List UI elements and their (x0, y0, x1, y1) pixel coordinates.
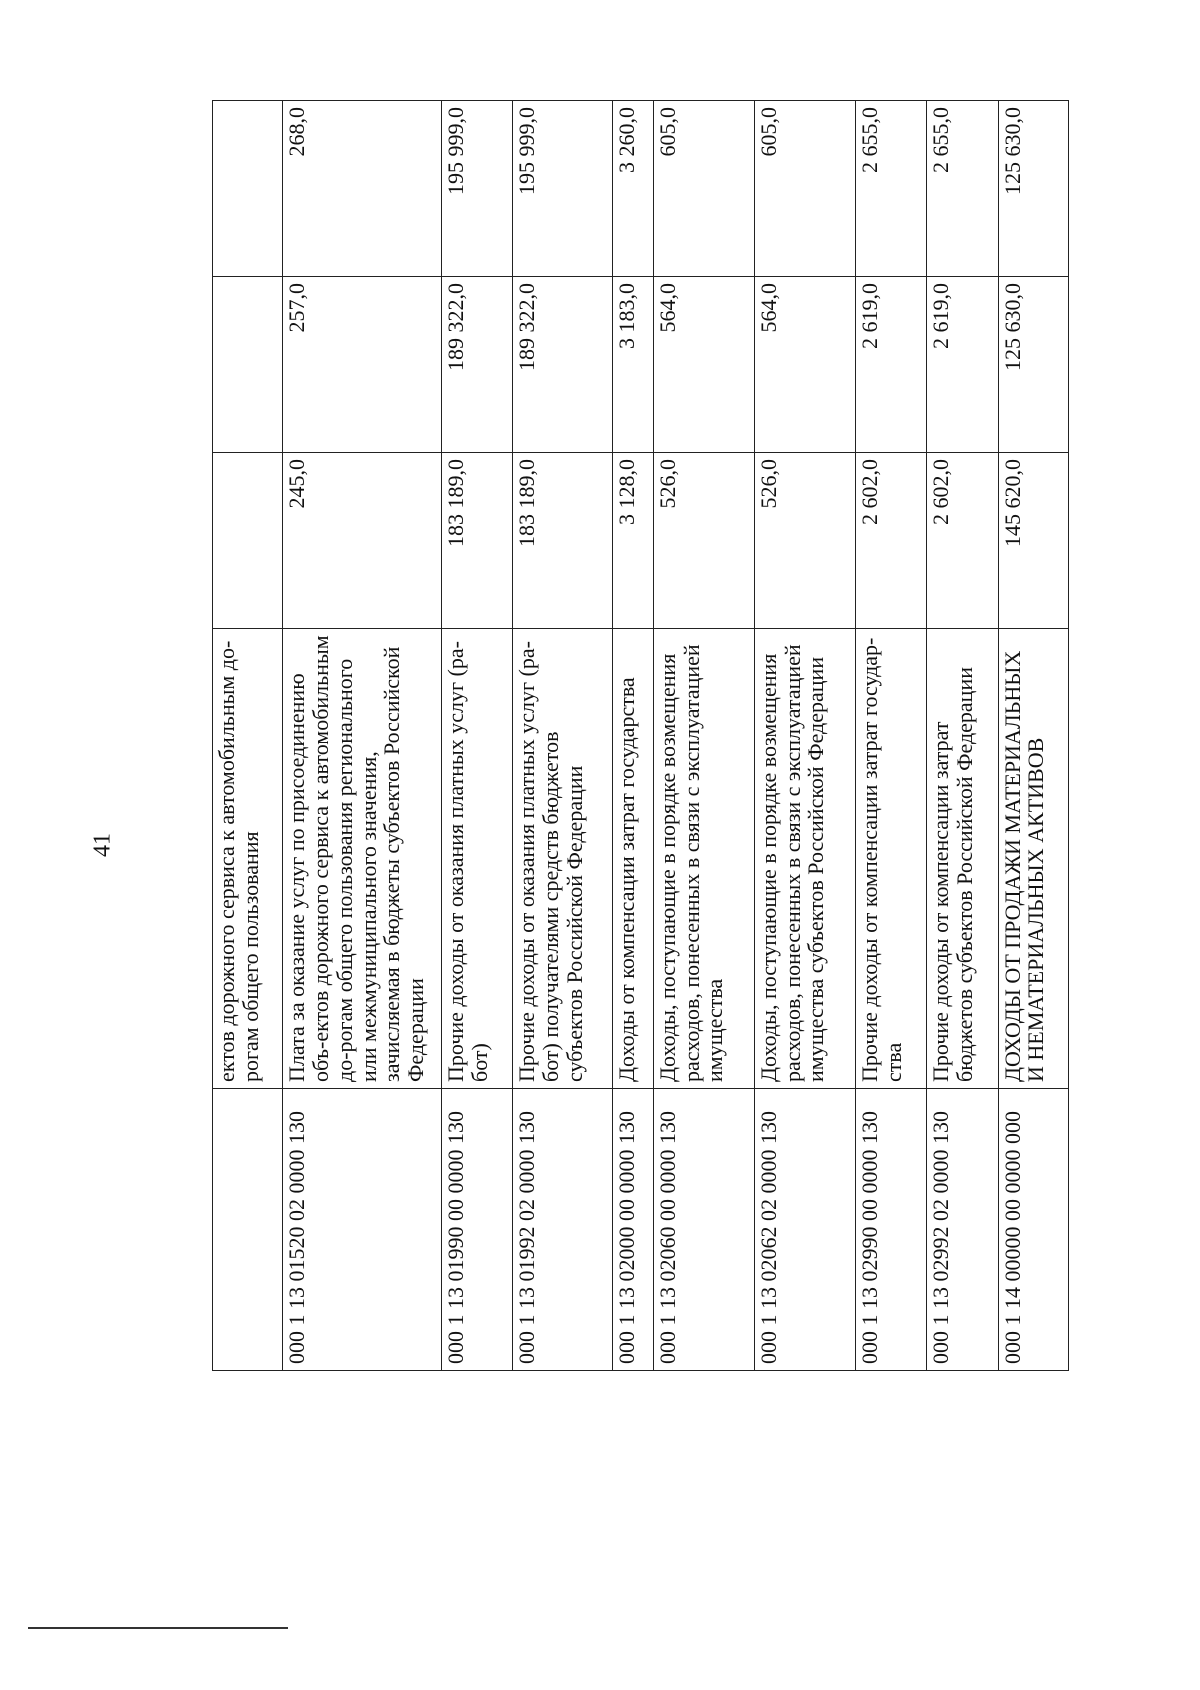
value-cell-year-1: 2 602,0 (856, 453, 927, 629)
value-cell-year-3: 195 999,0 (441, 101, 512, 277)
value-cell-year-3: 3 260,0 (613, 101, 653, 277)
value-cell-year-3: 125 630,0 (998, 101, 1068, 277)
code-cell: 000 1 13 01990 00 0000 130 (441, 1089, 512, 1371)
value-cell-year-2 (213, 277, 283, 453)
name-cell: ДОХОДЫ ОТ ПРОДАЖИ МАТЕРИАЛЬНЫХ И НЕМАТЕРИАЛЬНЫХ АКТИВОВ (998, 629, 1068, 1089)
table-row (754, 101, 855, 1371)
name-cell: Прочие доходы от компенсации затрат бюджетов субъектов Российской Федерации (927, 629, 998, 1089)
value-cell-year-1: 3 128,0 (613, 453, 653, 629)
table-row (283, 101, 442, 1371)
name-cell: Доходы, поступающие в порядке возмещения расходов, понесенных в связи с эксплуатацией имущества (653, 629, 754, 1089)
table-row (213, 101, 283, 1371)
table-row (441, 101, 512, 1371)
table-row (653, 101, 754, 1371)
code-cell: 000 1 13 02000 00 0000 130 (613, 1089, 653, 1371)
value-cell-year-1 (213, 453, 283, 629)
value-cell-year-2: 189 322,0 (441, 277, 512, 453)
code-cell: 000 1 13 02062 02 0000 130 (754, 1089, 855, 1371)
table-row (998, 101, 1068, 1371)
value-cell-year-3: 605,0 (653, 101, 754, 277)
code-cell: 000 1 14 00000 00 0000 000 (998, 1089, 1068, 1371)
value-cell-year-2: 564,0 (653, 277, 754, 453)
value-cell-year-1: 145 620,0 (998, 453, 1068, 629)
code-cell: 000 1 13 01992 02 0000 130 (513, 1089, 613, 1371)
value-cell-year-2: 189 322,0 (513, 277, 613, 453)
name-cell: Доходы, поступающие в порядке возмещения расходов, понесенных в связи с эксплуатацией имущества субъектов Российской Федерации (754, 629, 855, 1089)
value-cell-year-3: 2 655,0 (856, 101, 927, 277)
value-cell-year-2: 564,0 (754, 277, 855, 453)
value-cell-year-1: 183 189,0 (441, 453, 512, 629)
name-cell: Прочие доходы от оказания платных услуг (ра-бот) получателями средств бюджетов субъектов Российской Федерации (513, 629, 613, 1089)
budget-table-rotated (212, 101, 1069, 1371)
code-cell: 000 1 13 02992 02 0000 130 (927, 1089, 998, 1371)
code-cell (213, 1089, 283, 1371)
name-cell: Доходы от компенсации затрат государства (613, 629, 653, 1089)
value-cell-year-3: 605,0 (754, 101, 855, 277)
code-cell: 000 1 13 02990 00 0000 130 (856, 1089, 927, 1371)
value-cell-year-2: 257,0 (283, 277, 442, 453)
name-cell: Плата за оказание услуг по присоединению объ-ектов дорожного сервиса к автомобильным до-рогам общего пользования регионального или межмуниципального значения, зачисляемая в бюджеты субъектов Российской Федерации (283, 629, 442, 1089)
name-cell: Прочие доходы от оказания платных услуг (ра-бот) (441, 629, 512, 1089)
value-cell-year-3: 195 999,0 (513, 101, 613, 277)
value-cell-year-3 (213, 101, 283, 277)
value-cell-year-1: 2 602,0 (927, 453, 998, 629)
value-cell-year-2: 125 630,0 (998, 277, 1068, 453)
value-cell-year-3: 268,0 (283, 101, 442, 277)
value-cell-year-1: 526,0 (653, 453, 754, 629)
code-cell: 000 1 13 01520 02 0000 130 (283, 1089, 442, 1371)
value-cell-year-1: 245,0 (283, 453, 442, 629)
value-cell-year-2: 2 619,0 (927, 277, 998, 453)
name-cell: Прочие доходы от компенсации затрат государ-ства (856, 629, 927, 1089)
value-cell-year-2: 3 183,0 (613, 277, 653, 453)
budget-revenue-table (212, 100, 1069, 1371)
value-cell-year-1: 183 189,0 (513, 453, 613, 629)
bottom-rule (28, 1627, 288, 1629)
value-cell-year-2: 2 619,0 (856, 277, 927, 453)
table-row (613, 101, 653, 1371)
value-cell-year-3: 2 655,0 (927, 101, 998, 277)
table-row (856, 101, 927, 1371)
page-number: 41 (89, 833, 116, 857)
table-row (927, 101, 998, 1371)
name-cell: ектов дорожного сервиса к автомобильным до-рогам общего пользования (213, 629, 283, 1089)
table-row (513, 101, 613, 1371)
code-cell: 000 1 13 02060 00 0000 130 (653, 1089, 754, 1371)
value-cell-year-1: 526,0 (754, 453, 855, 629)
